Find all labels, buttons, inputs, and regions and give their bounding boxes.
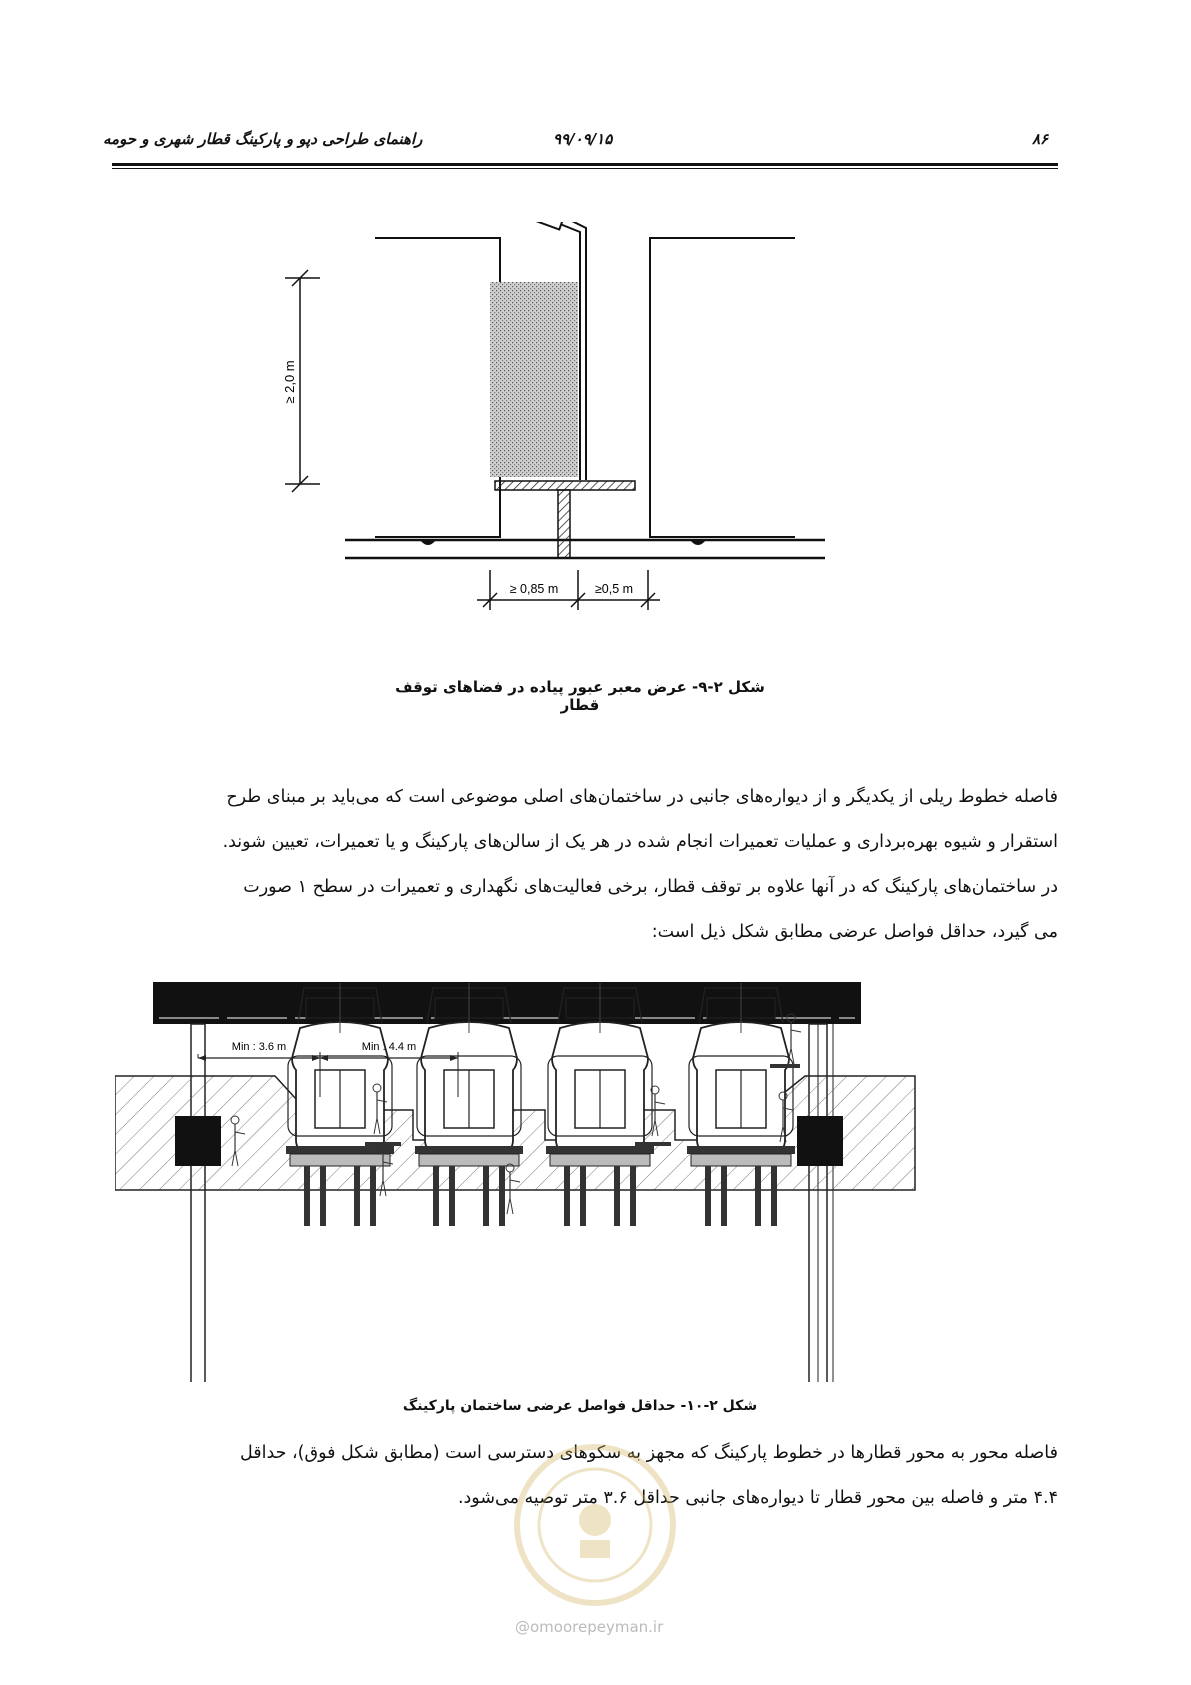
figure2-caption: شکل ۲-۱۰- حداقل فواصل عرضی ساختمان پارکینگ	[402, 1398, 758, 1414]
dim-min-4-4-label: Min : 4.4 m	[361, 1041, 417, 1053]
figure-parking-building-section	[115, 982, 995, 1382]
figure1-caption: شکل ۲-۹- عرض معبر عبور پیاده در فضاهای توقف قطار	[395, 678, 765, 714]
paragraph-1-line-1: فاصله خطوط ریلی از یکدیگر و از دیواره‌های جانبی در ساختمان‌های اصلی موضوعی است که می‌باید بر مبنای طرح	[226, 787, 1058, 807]
paragraph-1	[112, 775, 1058, 955]
header-page-number: ۸۶	[1032, 130, 1049, 148]
dim-width-right-label: ≥0,5 m	[594, 582, 634, 596]
dim-width-left-label: ≥ 0,85 m	[509, 582, 559, 596]
watermark-url: @omoorepeyman.ir	[515, 1618, 664, 1636]
header-rule	[112, 163, 1058, 166]
dim-min-3-6-label: Min : 3.6 m	[231, 1041, 287, 1053]
paragraph-1-line-2: استقرار و شیوه بهره‌برداری و عملیات تعمیرات انجام شده در هر یک از سالن‌های پارکینگ و یا تعمیرات، تعیین شوند.	[222, 832, 1058, 852]
header-title: راهنمای طراحی دپو و پارکینگ قطار شهری و حومه	[103, 130, 423, 148]
dim-height-label: ≥ 2,0 m	[282, 360, 297, 404]
paragraph-2-line-2: ۴.۴ متر و فاصله بین محور قطار تا دیواره‌های جانبی حداقل ۳.۶ متر توصیه می‌شود.	[457, 1488, 1058, 1508]
header-rule-thin	[112, 168, 1058, 169]
paragraph-2-line-1: فاصله محور به محور قطارها در خطوط پارکینگ که مجهز به سکوهای دسترسی است (مطابق شکل فوق)، حداقل	[239, 1443, 1058, 1463]
figure-pedestrian-walkway	[280, 222, 880, 672]
watermark-seal-icon	[510, 1440, 680, 1610]
paragraph-1-line-4: می گیرد، حداقل فواصل عرضی مطابق شکل ذیل است:	[651, 922, 1058, 942]
header-date: ۹۹/۰۹/۱۵	[553, 130, 613, 148]
paragraph-1-line-3: در ساختمان‌های پارکینگ که در آنها علاوه بر توقف قطار، برخی فعالیت‌های نگهداری و تعمیرات در سطح ۱ صورت	[243, 877, 1058, 897]
